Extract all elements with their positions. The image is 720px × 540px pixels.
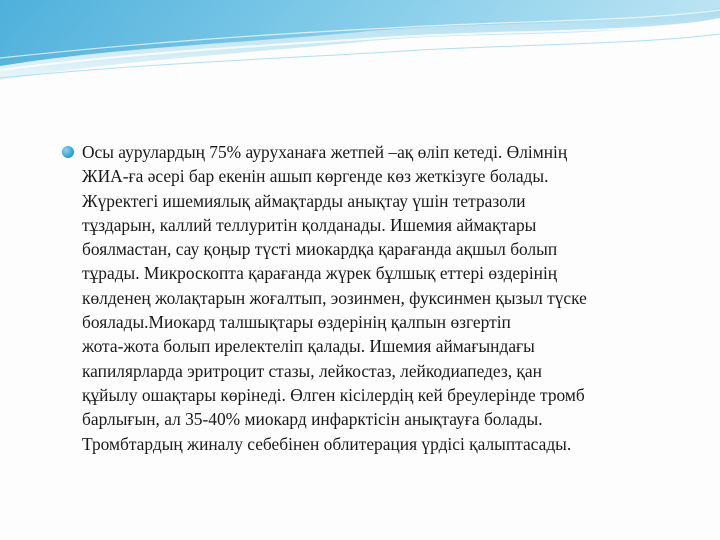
bullet-item (62, 140, 672, 456)
slide-content (62, 140, 672, 456)
decorative-wave-header (0, 0, 720, 90)
blue-sphere-bullet-icon (62, 146, 74, 158)
body-paragraph: Осы аурулардың 75% ауруханаға жетпей –ақ өліп кетеді. Өлімнің ЖИА-ға әсері бар екенін ашып көргенде көз жеткізуге болады. Жүректегі ишемиялық аймақтарды анықтау үшін тетразоли тұздарын, каллий теллуритін қолданады. Ишемия аймақтары боялмастан, сау қоңыр түсті миокардқа қарағанда ақшыл болып тұрады. Микроскопта қарағанда жүрек бұлшық еттері өздерінің көлденең жолақтарын жоғалтып, эозинмен, фуксинмен қызыл түске боялады.Миокард талшықтары өздерінің қалпын өзгертіп жота-жота болып ирелектеліп қалады. Ишемия аймағындағы капилярларда эритроцит стазы, лейкостаз, лейкодиапедез, қан құйылу ошақтары көрінеді. Өлген кісілердің кей бреулерінде тромб барлығын, ал 35-40% миокард инфарктісін анықтауға болады. Тромбтардың жиналу себебінен облитерация үрдісі қалыптасады. (82, 142, 587, 454)
